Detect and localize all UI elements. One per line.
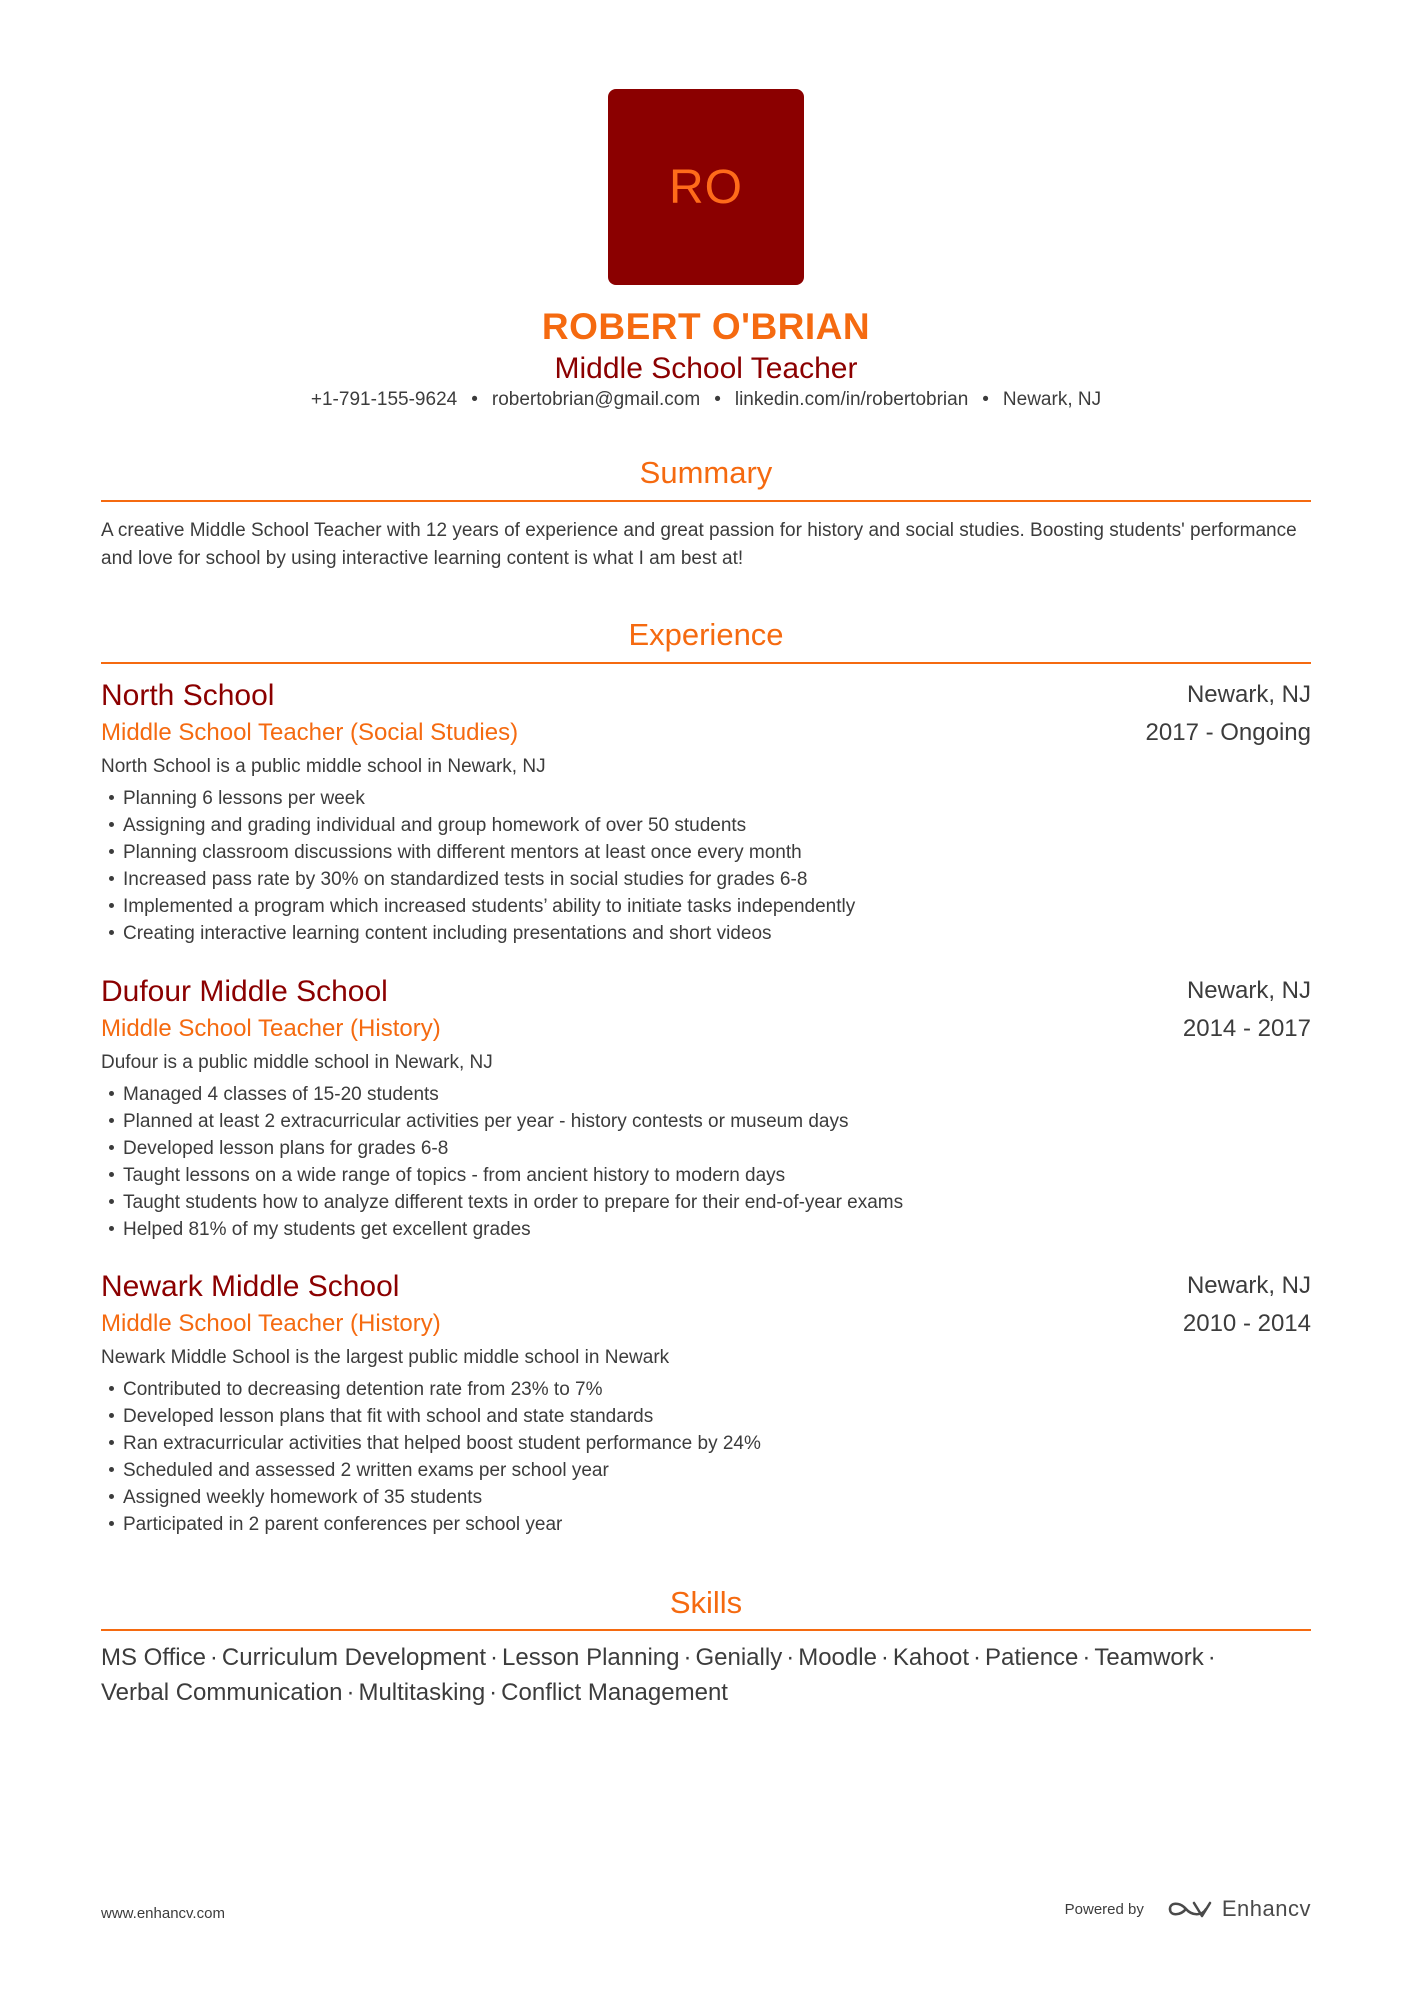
bullet-text: Assigning and grading individual and group homework of over 50 students xyxy=(123,815,747,836)
skill-item: Lesson Planning xyxy=(502,1644,680,1671)
bullet-text: Assigned weekly homework of 35 students xyxy=(123,1487,483,1508)
skill-separator: · xyxy=(1207,1644,1216,1671)
bullet-item xyxy=(101,866,855,893)
job-dates: 2010 - 2014 xyxy=(1182,1310,1311,1337)
experience-heading: Experience xyxy=(628,617,784,652)
job-dates: 2014 - 2017 xyxy=(1182,1015,1311,1042)
experience-divider xyxy=(101,662,1311,664)
bullet-item xyxy=(101,1135,903,1162)
avatar xyxy=(608,89,804,285)
bullet-dot-icon xyxy=(109,849,114,854)
skills-line xyxy=(101,1640,1311,1675)
bullet-item xyxy=(101,812,855,839)
bullet-dot-icon xyxy=(109,1494,114,1499)
bullet-dot-icon xyxy=(109,1226,114,1231)
enhancv-logo-icon xyxy=(1166,1896,1214,1922)
contact-separator: • xyxy=(471,389,478,410)
job-bullets xyxy=(101,785,855,947)
job-dates: 2017 - Ongoing xyxy=(1145,719,1311,746)
skill-item: MS Office xyxy=(101,1644,206,1671)
footer-branding[interactable] xyxy=(1065,1896,1311,1922)
bullet-text: Creating interactive learning content including presentations and short videos xyxy=(123,923,772,944)
skill-separator: · xyxy=(489,1679,498,1706)
skill-item: Genially xyxy=(695,1644,783,1671)
location-text: Newark, NJ xyxy=(1002,389,1102,410)
bullet-dot-icon xyxy=(109,876,114,881)
bullet-text: Contributed to decreasing detention rate from 23% to 7% xyxy=(123,1379,603,1400)
skill-item: Teamwork xyxy=(1094,1644,1204,1671)
contact-line xyxy=(101,389,1311,411)
skill-separator: · xyxy=(1082,1644,1091,1671)
bullet-dot-icon xyxy=(109,1386,114,1391)
bullet-text: Taught lessons on a wide range of topics - from ancient history to modern days xyxy=(123,1165,786,1186)
bullet-dot-icon xyxy=(109,795,114,800)
bullet-text: Planning classroom discussions with different mentors at least once every month xyxy=(123,842,802,863)
bullet-dot-icon xyxy=(109,1413,114,1418)
skills-heading: Skills xyxy=(669,1585,743,1620)
skill-separator: · xyxy=(346,1679,355,1706)
job-title: Middle School Teacher (History) xyxy=(101,1310,441,1337)
skill-item: Conflict Management xyxy=(501,1679,728,1706)
summary-divider xyxy=(101,500,1311,502)
bullet-text: Managed 4 classes of 15-20 students xyxy=(123,1084,439,1105)
job-location: Newark, NJ xyxy=(1186,1272,1311,1299)
bullet-item xyxy=(101,1081,903,1108)
skill-separator: · xyxy=(209,1644,218,1671)
skill-item: Curriculum Development xyxy=(221,1644,487,1671)
bullet-text: Developed lesson plans for grades 6-8 xyxy=(123,1138,449,1159)
job-location: Newark, NJ xyxy=(1186,977,1311,1004)
skill-separator: · xyxy=(973,1644,981,1671)
job-company: Newark Middle School xyxy=(101,1270,400,1303)
skill-separator: · xyxy=(490,1644,499,1671)
job-description: Newark Middle School is the largest public middle school in Newark xyxy=(101,1347,670,1368)
bullet-text: Participated in 2 parent conferences per school year xyxy=(123,1514,563,1535)
bullet-item xyxy=(101,839,855,866)
bullet-item xyxy=(101,1457,761,1484)
bullet-item xyxy=(101,1511,761,1538)
bullet-item xyxy=(101,1403,761,1430)
job-location: Newark, NJ xyxy=(1186,681,1311,708)
skill-item: Kahoot xyxy=(892,1644,969,1671)
skill-item: Verbal Communication xyxy=(101,1679,343,1706)
bullet-dot-icon xyxy=(109,1467,114,1472)
bullet-text: Scheduled and assessed 2 written exams per school year xyxy=(123,1460,609,1481)
job-bullets xyxy=(101,1081,903,1243)
job-company: North School xyxy=(101,679,275,712)
job-bullets xyxy=(101,1376,761,1538)
job-description: Dufour is a public middle school in Newark, NJ xyxy=(101,1052,493,1073)
bullet-item xyxy=(101,893,855,920)
job-description: North School is a public middle school in Newark, NJ xyxy=(101,756,546,777)
bullet-text: Helped 81% of my students get excellent grades xyxy=(123,1219,531,1240)
summary-text: A creative Middle School Teacher with 12 years of experience and great passion for history and social studies. Boosting students' performance and love for school by using interactive learning content is what I am best at! xyxy=(101,520,1297,569)
skill-item: Moodle xyxy=(798,1644,877,1671)
skill-item: Patience xyxy=(985,1644,1079,1671)
bullet-dot-icon xyxy=(109,1172,114,1177)
bullet-item xyxy=(101,1430,761,1457)
skill-item: Multitasking xyxy=(358,1679,486,1706)
bullet-text: Planning 6 lessons per week xyxy=(123,788,365,809)
bullet-dot-icon xyxy=(109,822,114,827)
bullet-text: Taught students how to analyze different texts in order to prepare for their end-of-year exams xyxy=(123,1192,904,1213)
contact-separator: • xyxy=(982,389,989,410)
bullet-item xyxy=(101,1108,903,1135)
skill-separator: · xyxy=(880,1644,889,1671)
email-link[interactable]: robertobrian@gmail.com xyxy=(491,389,701,410)
bullet-text: Increased pass rate by 30% on standardized tests in social studies for grades 6-8 xyxy=(123,869,808,890)
enhancv-brand-text: Enhancv xyxy=(1221,1896,1311,1921)
bullet-dot-icon xyxy=(109,1118,114,1123)
candidate-role: Middle School Teacher xyxy=(554,352,858,385)
avatar-initials: RO xyxy=(669,160,743,214)
bullet-text: Implemented a program which increased students’ ability to initiate tasks independently xyxy=(123,896,856,917)
linkedin-link[interactable]: linkedin.com/in/robertobrian xyxy=(734,389,969,410)
bullet-item xyxy=(101,1162,903,1189)
bullet-dot-icon xyxy=(109,1440,114,1445)
bullet-text: Planned at least 2 extracurricular activities per year - history contests or museum days xyxy=(123,1111,849,1132)
footer-website-link[interactable]: www.enhancv.com xyxy=(101,1905,225,1922)
bullet-text: Developed lesson plans that fit with school and state standards xyxy=(123,1406,654,1427)
bullet-item xyxy=(101,1189,903,1216)
bullet-dot-icon xyxy=(109,1145,114,1150)
bullet-item xyxy=(101,920,855,947)
bullet-dot-icon xyxy=(109,903,114,908)
powered-by-label: Powered by xyxy=(1064,1900,1144,1918)
skill-separator: · xyxy=(683,1644,692,1671)
bullet-item xyxy=(101,1376,761,1403)
bullet-dot-icon xyxy=(109,930,114,935)
phone-text: +1-791-155-9624 xyxy=(310,389,458,410)
bullet-item xyxy=(101,1216,903,1243)
bullet-text: Ran extracurricular activities that helped boost student performance by 24% xyxy=(123,1433,761,1454)
bullet-item xyxy=(101,785,855,812)
contact-separator: • xyxy=(714,389,721,410)
bullet-dot-icon xyxy=(109,1521,114,1526)
bullet-dot-icon xyxy=(109,1199,114,1204)
summary-heading: Summary xyxy=(639,455,773,490)
job-title: Middle School Teacher (Social Studies) xyxy=(101,719,519,746)
skills-list xyxy=(101,1640,1311,1710)
job-company: Dufour Middle School xyxy=(101,975,388,1008)
job-title: Middle School Teacher (History) xyxy=(101,1015,441,1042)
bullet-dot-icon xyxy=(109,1091,114,1096)
candidate-name: ROBERT O'BRIAN xyxy=(541,306,871,347)
skills-divider xyxy=(101,1629,1311,1631)
skill-separator: · xyxy=(786,1644,795,1671)
bullet-item xyxy=(101,1484,761,1511)
skills-line xyxy=(101,1675,1311,1710)
